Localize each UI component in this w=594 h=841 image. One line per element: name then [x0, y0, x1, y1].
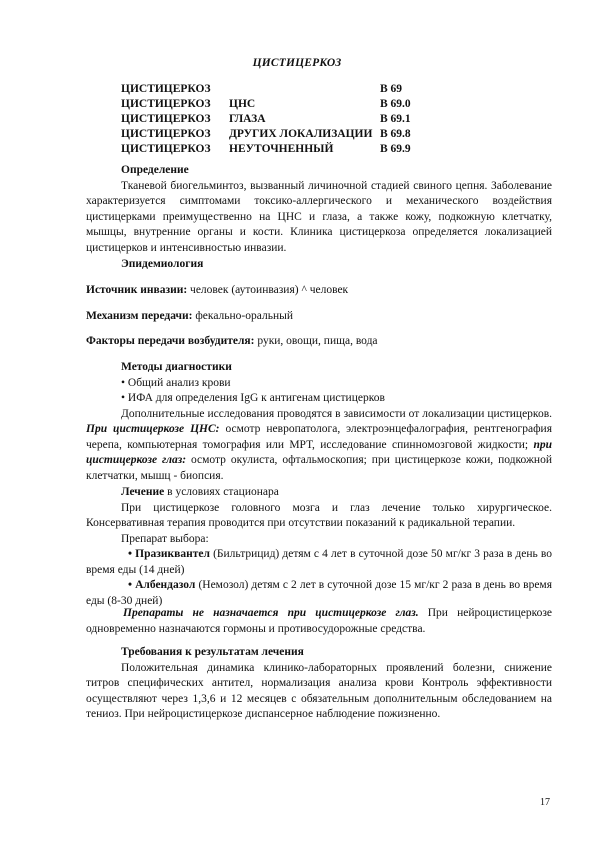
code-value: В 69.9: [380, 143, 411, 155]
cns-label: При цистицеркозе ЦНС:: [86, 423, 220, 435]
warning-rest: При нейроцистицеркозе одновременно назначаются гормоны и противосудорожные средства.: [86, 607, 552, 635]
requirements-heading: Требования к результатам лечения: [121, 646, 304, 658]
code-value: В 69.0: [380, 98, 411, 110]
code-value: В 69.1: [380, 113, 411, 125]
source-value: человек (аутоинвазия) ^ человек: [190, 284, 349, 296]
diagnostics-text-a: Дополнительные исследования проводятся в зависимости от локализации цистицерков.: [121, 407, 552, 420]
definition-heading: Определение: [121, 164, 189, 176]
requirements-section: [86, 645, 552, 723]
treatment-warning: [86, 606, 552, 637]
diagnosis-codes: [121, 82, 421, 157]
requirements-text: Положительная динамика клинико-лабораторных проявлений болезни, снижение титров специфических антител, нормализация анализа крови Контроль эффективности осуществляют через 1,3,6 и 12 месяцев с обязательным дополнительным обследованием на тениоз. При нейроцистицеркозе диспансерное наблюдение пожизненно.: [86, 661, 552, 720]
diagnostics-item: • Общий анализ крови: [121, 376, 231, 389]
code-row: [121, 97, 421, 112]
eye-label: при цистицеркозе глаз:: [86, 438, 552, 466]
treatment-heading-rest: в условиях стационара: [167, 486, 279, 498]
code-row: [121, 127, 421, 142]
code-value: В 69: [380, 83, 403, 95]
definition-text: Тканевой биогельминтоз, вызванный личиночной стадией свиного цепня. Заболевание характеризуется симптомами токсико-аллергического и механического воздействия цистицерками преимущественно на ЦНС и глаза, а также кожу, подкожную клетчатку, мышцы, внутренние органы и кости. Клиника цистицеркоза определяется локализацией цистицерков и интенсивностью инвазии.: [86, 179, 552, 254]
transmission-label: Механизм передачи:: [86, 310, 193, 322]
transmission-value: фекально-оральный: [195, 310, 293, 322]
code-qualifier: ДРУГИХ ЛОКАЛИЗАЦИИ: [229, 128, 373, 140]
treatment-heading-line: [86, 485, 552, 501]
source-label: Источник инвазии:: [86, 284, 188, 296]
code-row: [121, 142, 421, 157]
diagnostics-section: [86, 360, 552, 484]
code-qualifier: ГЛАЗА: [229, 113, 266, 125]
factors-label: Факторы передачи возбудителя:: [86, 335, 255, 347]
warning-bold: Препараты не назначается при цистицеркозе глаз.: [123, 607, 419, 619]
code-name: ЦИСТИЦЕРКОЗ: [121, 128, 211, 140]
diagnostics-text-b: осмотр невропатолога, электроэнцефалография, рентгенография черепа, компьютерная томография или МРТ, исследование спинномозговой жидкости;: [86, 423, 553, 451]
diagnostics-item: • ИФА для определения IgG к антигенам цистицерков: [121, 392, 385, 404]
source-line: [86, 283, 552, 299]
code-row: [121, 82, 421, 97]
code-name: ЦИСТИЦЕРКОЗ: [121, 113, 211, 125]
code-name: ЦИСТИЦЕРКОЗ: [121, 143, 211, 155]
code-name: ЦИСТИЦЕРКОЗ: [121, 83, 211, 95]
page-number: 17: [540, 797, 550, 808]
factors-line: [86, 334, 552, 350]
drug-2: [86, 578, 552, 609]
factors-value: руки, овощи, пища, вода: [257, 335, 378, 347]
code-qualifier: НЕУТОЧНЕННЫЙ: [229, 143, 334, 155]
transmission-line: [86, 309, 552, 325]
drug-2-name: • Албендазол: [128, 579, 196, 591]
diagnostics-text: [86, 407, 552, 485]
drug-1-text: (Бильтрицид) детям с 4 лет в суточной дозе 50 мг/кг 3 раза в день во время еды (14 дней): [86, 548, 552, 576]
treatment-section: [86, 485, 552, 609]
epidemiology-section: [86, 257, 552, 273]
drug-choice: Препарат выбора:: [121, 532, 209, 545]
drug-2-text: (Немозол) детям с 2 лет в суточной дозе 15 мг/кг 2 раза в день во время еды (8-30 дней): [86, 579, 553, 607]
definition-section: [86, 163, 552, 256]
drug-1: [86, 547, 552, 578]
treatment-heading: Лечение: [121, 486, 165, 498]
treatment-text: При цистицеркозе головного мозга и глаз лечение только хирургическое. Консервативная терапия проводится при отсутствии показаний к радикальной терапии.: [86, 501, 552, 529]
code-name: ЦИСТИЦЕРКОЗ: [121, 98, 211, 110]
drug-1-name: • Празиквантел: [128, 548, 210, 560]
page-title: ЦИСТИЦЕРКОЗ: [252, 57, 342, 69]
epidemiology-heading: Эпидемиология: [121, 258, 204, 270]
code-qualifier: ЦНС: [229, 98, 256, 110]
diagnostics-text-c: осмотр окулиста, офтальмоскопия; при цистицеркозе кожи, подкожной клетчатки, мышц - биопсия.: [86, 454, 552, 482]
code-value: В 69.8: [380, 128, 411, 140]
code-row: [121, 112, 421, 127]
warning-text: [86, 606, 552, 637]
diagnostics-heading: Методы диагностики: [121, 361, 232, 373]
